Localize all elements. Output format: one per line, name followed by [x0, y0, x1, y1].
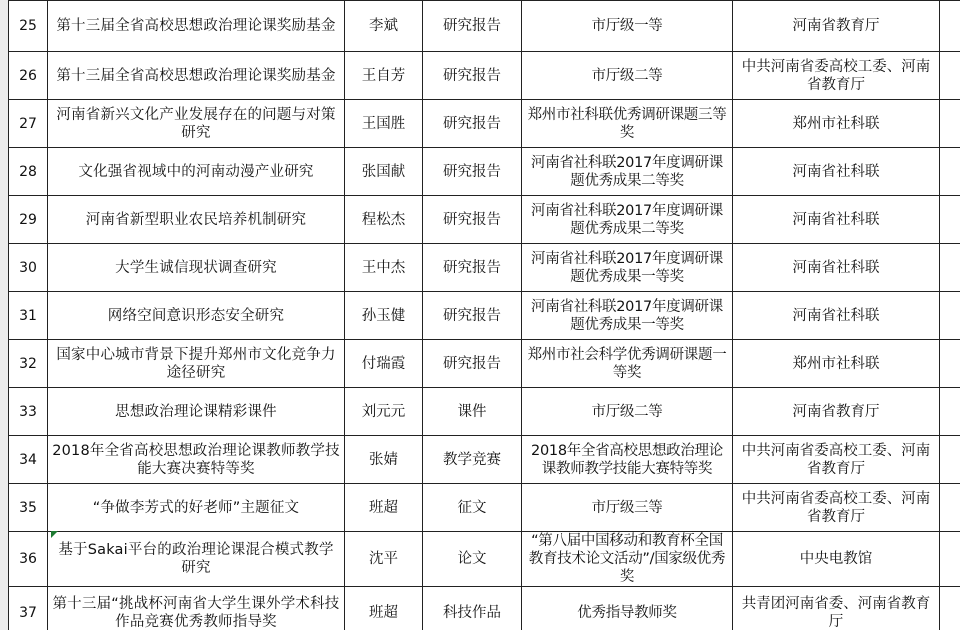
awarding-organization[interactable]: 河南省教育厅: [733, 388, 940, 436]
table-row[interactable]: [9, 100, 960, 148]
row-number[interactable]: 37: [9, 587, 48, 630]
empty-cell[interactable]: [940, 484, 960, 532]
project-title[interactable]: 网络空间意识形态安全研究: [48, 292, 345, 340]
person-name[interactable]: 班超: [345, 587, 423, 630]
awarding-organization[interactable]: 郑州市社科联: [733, 340, 940, 388]
row-number[interactable]: 27: [9, 100, 48, 148]
award-level[interactable]: 河南省社科联2017年度调研课题优秀成果一等奖: [522, 244, 733, 292]
table-row[interactable]: [9, 587, 960, 630]
row-number[interactable]: 30: [9, 244, 48, 292]
row-number[interactable]: 34: [9, 436, 48, 484]
work-type[interactable]: 研究报告: [423, 52, 522, 100]
project-title[interactable]: 基于Sakai平台的政治理论课混合模式教学研究: [48, 532, 345, 587]
table-row[interactable]: [9, 340, 960, 388]
table-row[interactable]: [9, 148, 960, 196]
project-title[interactable]: 第十三届全省高校思想政治理论课奖励基金: [48, 1, 345, 52]
awards-table: [8, 0, 960, 630]
person-name[interactable]: 沈平: [345, 532, 423, 587]
work-type[interactable]: 研究报告: [423, 292, 522, 340]
project-title[interactable]: 思想政治理论课精彩课件: [48, 388, 345, 436]
work-type[interactable]: 征文: [423, 484, 522, 532]
awarding-organization[interactable]: 中共河南省委高校工委、河南省教育厅: [733, 484, 940, 532]
work-type[interactable]: 研究报告: [423, 244, 522, 292]
award-level[interactable]: 优秀指导教师奖: [522, 587, 733, 630]
empty-cell[interactable]: [940, 587, 960, 630]
row-number[interactable]: 29: [9, 196, 48, 244]
empty-cell[interactable]: [940, 52, 960, 100]
row-number[interactable]: 33: [9, 388, 48, 436]
project-title[interactable]: 大学生诚信现状调查研究: [48, 244, 345, 292]
person-name[interactable]: 王中杰: [345, 244, 423, 292]
work-type[interactable]: 科技作品: [423, 587, 522, 630]
row-number[interactable]: 28: [9, 148, 48, 196]
row-number[interactable]: 35: [9, 484, 48, 532]
person-name[interactable]: 王国胜: [345, 100, 423, 148]
table-row[interactable]: [9, 388, 960, 436]
award-level[interactable]: 2018年全省高校思想政治理论课教师教学技能大赛特等奖: [522, 436, 733, 484]
project-title[interactable]: 河南省新型职业农民培养机制研究: [48, 196, 345, 244]
empty-cell[interactable]: [940, 388, 960, 436]
awarding-organization[interactable]: 河南省教育厅: [733, 1, 940, 52]
table-row[interactable]: [9, 436, 960, 484]
empty-cell[interactable]: [940, 148, 960, 196]
awarding-organization[interactable]: 郑州市社科联: [733, 100, 940, 148]
awarding-organization[interactable]: 中共河南省委高校工委、河南省教育厅: [733, 436, 940, 484]
row-number[interactable]: 32: [9, 340, 48, 388]
error-indicator-icon[interactable]: [51, 531, 58, 538]
table-row[interactable]: [9, 484, 960, 532]
empty-cell[interactable]: [940, 532, 960, 587]
empty-cell[interactable]: [940, 244, 960, 292]
work-type[interactable]: 研究报告: [423, 196, 522, 244]
table-row[interactable]: [9, 292, 960, 340]
person-name[interactable]: 李斌: [345, 1, 423, 52]
project-title[interactable]: 2018年全省高校思想政治理论课教师教学技能大赛决赛特等奖: [48, 436, 345, 484]
award-level[interactable]: 河南省社科联2017年度调研课题优秀成果二等奖: [522, 196, 733, 244]
project-title[interactable]: 河南省新兴文化产业发展存在的问题与对策研究: [48, 100, 345, 148]
work-type[interactable]: 教学竞赛: [423, 436, 522, 484]
table-row[interactable]: [9, 1, 960, 52]
row-number[interactable]: 26: [9, 52, 48, 100]
person-name[interactable]: 王自芳: [345, 52, 423, 100]
empty-cell[interactable]: [940, 292, 960, 340]
awarding-organization[interactable]: 中共河南省委高校工委、河南省教育厅: [733, 52, 940, 100]
award-level[interactable]: 市厅级三等: [522, 484, 733, 532]
row-number[interactable]: 36: [9, 532, 48, 587]
project-title[interactable]: 文化强省视域中的河南动漫产业研究: [48, 148, 345, 196]
project-title[interactable]: 第十三届全省高校思想政治理论课奖励基金: [48, 52, 345, 100]
awarding-organization[interactable]: 河南省社科联: [733, 244, 940, 292]
row-number[interactable]: 31: [9, 292, 48, 340]
person-name[interactable]: 张婧: [345, 436, 423, 484]
table-row[interactable]: [9, 532, 960, 587]
work-type[interactable]: 研究报告: [423, 100, 522, 148]
awarding-organization[interactable]: 共青团河南省委、河南省教育厅: [733, 587, 940, 630]
person-name[interactable]: 班超: [345, 484, 423, 532]
award-level[interactable]: 市厅级二等: [522, 388, 733, 436]
award-level[interactable]: 郑州市社科联优秀调研课题三等奖: [522, 100, 733, 148]
empty-cell[interactable]: [940, 1, 960, 52]
awarding-organization[interactable]: 河南省社科联: [733, 292, 940, 340]
award-level[interactable]: “第八届中国移动和教育杯全国教育技术论文活动”/国家级优秀奖: [522, 532, 733, 587]
project-title[interactable]: 国家中心城市背景下提升郑州市文化竞争力途径研究: [48, 340, 345, 388]
empty-cell[interactable]: [940, 196, 960, 244]
person-name[interactable]: 付瑞霞: [345, 340, 423, 388]
empty-cell[interactable]: [940, 340, 960, 388]
empty-cell[interactable]: [940, 100, 960, 148]
person-name[interactable]: 程松杰: [345, 196, 423, 244]
awarding-organization[interactable]: 中央电教馆: [733, 532, 940, 587]
table-row[interactable]: [9, 52, 960, 100]
award-level[interactable]: 市厅级二等: [522, 52, 733, 100]
work-type[interactable]: 研究报告: [423, 1, 522, 52]
person-name[interactable]: 刘元元: [345, 388, 423, 436]
table-row[interactable]: [9, 244, 960, 292]
empty-cell[interactable]: [940, 436, 960, 484]
award-level[interactable]: 河南省社科联2017年度调研课题优秀成果二等奖: [522, 148, 733, 196]
work-type[interactable]: 研究报告: [423, 340, 522, 388]
work-type[interactable]: 论文: [423, 532, 522, 587]
award-level[interactable]: 郑州市社会科学优秀调研课题一等奖: [522, 340, 733, 388]
person-name[interactable]: 孙玉健: [345, 292, 423, 340]
awarding-organization[interactable]: 河南省社科联: [733, 196, 940, 244]
row-number[interactable]: 25: [9, 1, 48, 52]
person-name[interactable]: 张国献: [345, 148, 423, 196]
work-type[interactable]: 研究报告: [423, 148, 522, 196]
project-title[interactable]: “争做李芳式的好老师”主题征文: [48, 484, 345, 532]
table-row[interactable]: [9, 196, 960, 244]
award-level[interactable]: 市厅级一等: [522, 1, 733, 52]
award-level[interactable]: 河南省社科联2017年度调研课题优秀成果一等奖: [522, 292, 733, 340]
project-title[interactable]: 第十三届“挑战杯河南省大学生课外学术科技作品竞赛优秀教师指导奖: [48, 587, 345, 630]
awarding-organization[interactable]: 河南省社科联: [733, 148, 940, 196]
work-type[interactable]: 课件: [423, 388, 522, 436]
